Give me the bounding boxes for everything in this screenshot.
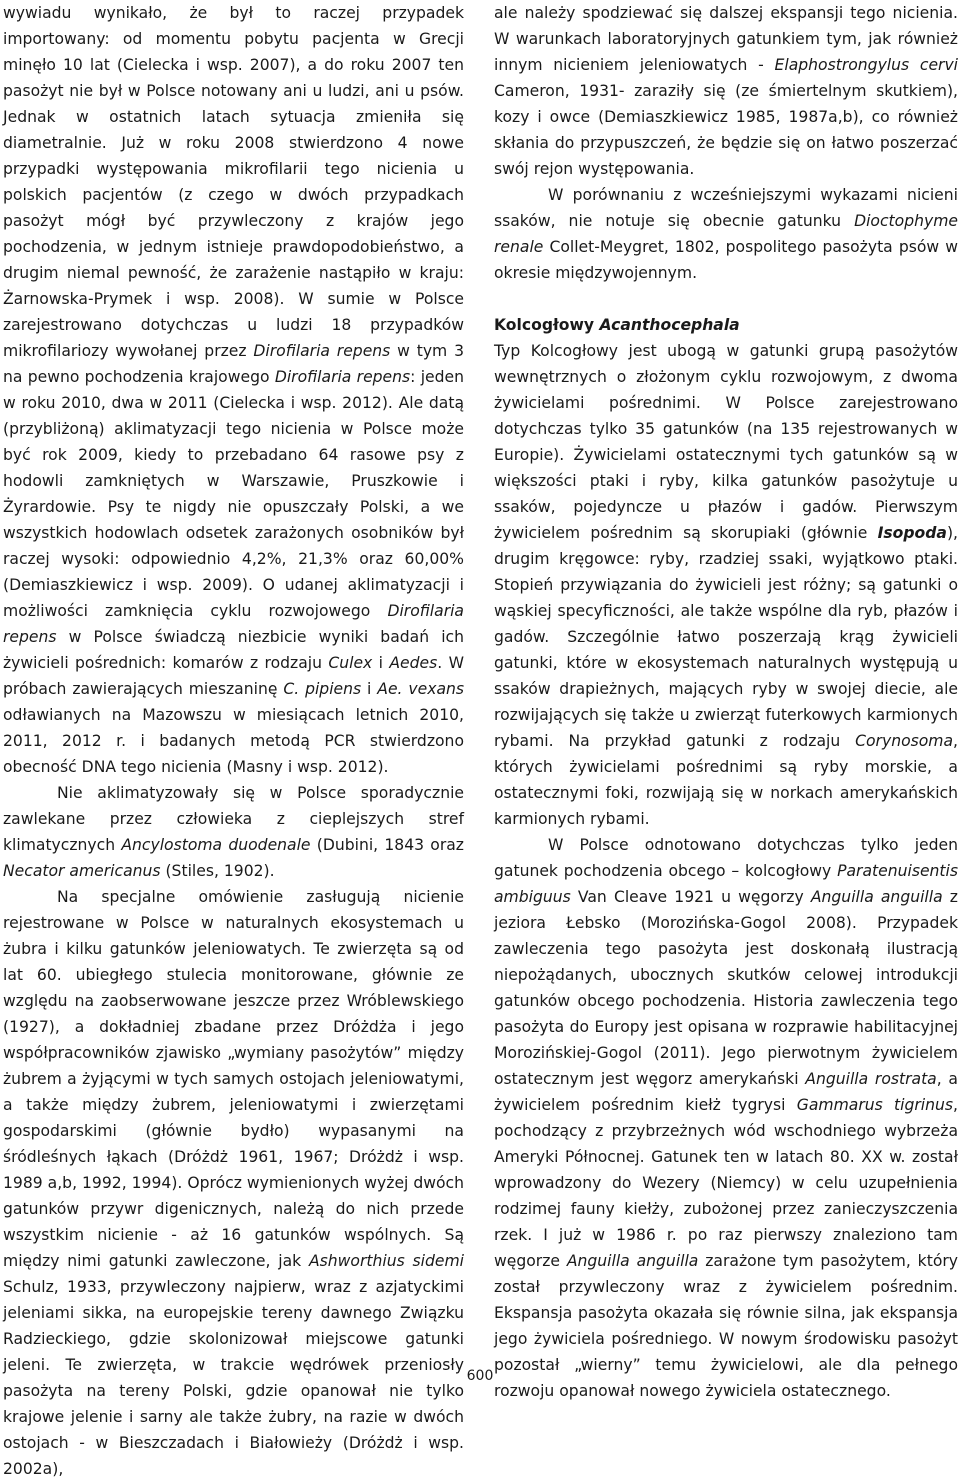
paragraph: Na specjalne omówienie zasługują nicienie rejestrowane w Polsce w naturalnych ekosystemach u żubra i kilku gatunków jeleniowatych. Te zwierzęta są od lat 60. ubiegłego stulecia monitorowane, głównie ze względu na zaobserwowane jeszcze przez Wróblewskiego (1927), a dokładniej zbadane przez Dróżdża i jego współpracowników zjawisko „wymiany pasożytów” między żubrem a żyjącymi w tych samych ostojach jeleniowatymi, a także między żubrem, jeleniowatymi i zwierzętami gospodarskimi (głównie bydło) wypasanymi na śródleśnych łąkach (Dróżdż 1961, 1967; Dróżdż i wsp. 1989 a,b, 1992, 1994). Oprócz wymienionych wyżej dwóch gatunków przywr digenicznych, należą do nich przede wszystkim nicienie - aż 16 gatunków wspólnych. Są między nimi gatunki zawleczone, jak Ashworthius sidemi Schulz, 1933, przywleczony najpierw, wraz z azjatyckimi jeleniami sikka, na europejskie tereny dawnego Związku Radzieckiego, gdzie skolonizował miejscowe gatunki jeleni. Te zwierzęta, w trakcie wędrówek przeniosły pasożyta na tereny Polski, gdzie opanował nie tylko krajowe jelenie i sarny ale także żubry, na razie w dwóch ostojach - w Bieszczadach i Białowieży (Dróżdż i wsp. 2002a),	[3, 888, 464, 1478]
taxon-name: Dirofilaria repens	[274, 368, 411, 386]
taxon-name: Anguilla rostrata	[805, 1070, 937, 1088]
taxon-name: Necator americanus	[3, 862, 161, 880]
taxon-name: Dioctophyme renale	[494, 212, 958, 256]
taxon-name: Paratenuisentis ambiguus	[494, 862, 958, 906]
paragraph: ale należy spodziewać się dalszej ekspansji tego nicienia. W warunkach laboratoryjnych gatunkiem tym, jak również innym nicieniem jeleniowatych - Elaphostrongylus cervi Cameron, 1931- zaraziły się (ze śmiertelnym skutkiem), kozy i owce (Demiaszkiewicz 1985, 1987a,b), co również skłania do przypuszczeń, że będzie się on łatwo poszerzać swój rejon występowania.	[494, 4, 959, 178]
section-heading-latin: Acanthocephala	[599, 316, 740, 334]
taxon-name: Isopoda	[877, 524, 947, 542]
page-number: 600	[466, 1368, 494, 1384]
left-column	[3, 0, 464, 1482]
taxon-name: Dirofilaria repens	[3, 602, 464, 646]
taxon-name: Dirofilaria repens	[253, 342, 391, 360]
taxon-name: C. pipiens	[283, 680, 362, 698]
paragraph: W Polsce odnotowano dotychczas tylko jeden gatunek pochodzenia obcego – kolcogłowy Paratenuisentis ambiguus Van Cleave 1921 u węgorzy Anguilla anguilla z jeziora Łebsko (Morozińska-Gogol 2008). Przypadek zawleczenia tego pasożyta jest doskonałą ilustracją niepożądanych, ubocznych skutków celowej introdukcji gatunków obcego pochodzenia. Historia zawleczenia tego pasożyta do Europy jest opisana w rozprawie habilitacyjnej Morozińskiej-Gogol (2011). Jego pierwotnym żywicielem ostatecznym jest węgorz amerykański Anguilla rostrata, a żywicielem pośrednim kiełż tygrysi Gammarus tigrinus, pochodzący z przybrzeżnych wód wschodniego wybrzeża Ameryki Północnej. Gatunek ten w latach 80. XX w. został wprowadzony do Wezery (Niemcy) w celu uzupełnienia rodzimej fauny kiełży, zubożonej przez zanieczyszczenia rzek. I już w 1986 r. po raz pierwszy znaleziono tam węgorze Anguilla anguilla zarażone tym pasożytem, który został przywleczony wraz z żywicielem pośrednim. Ekspansja pasożyta okazała się równie silna, jak ekspansja jego żywiciela pośredniego. W nowym środowisku pasożyt pozostał „wierny” temu żywicielowi, ale dla pełnego rozwoju opanował nowego żywiciela ostatecznego.	[494, 836, 958, 1400]
taxon-name: Gammarus tigrinus	[796, 1096, 954, 1114]
paragraph: wywiadu wynikało, że był to raczej przypadek importowany: od momentu pobytu pacjenta w Grecji minęło 10 lat (Cielecka i wsp. 2007), a do roku 2007 ten pasożyt nie był w Polsce notowany ani u ludzi, ani u psów. Jednak w ostatnich latach sytuacja zmieniła się diametralnie. Już w roku 2008 stwierdzono 4 nowe przypadki występowania mikrofilarii tego nicienia u polskich pacjentów (z czego w dwóch przypadkach pasożyt mógł być przywleczony z krajów jego pochodzenia, w jednym istnieje prawdopodobieństwo, a drugim niemal pewność, że zarażenie nastąpiło w kraju: Żarnowska-Prymek i wsp. 2008). W sumie w Polsce zarejestrowano dotychczas u ludzi 18 przypadków mikrofilariozy wywołanej przez Dirofilaria repens w tym 3 na pewno pochodzenia krajowego Dirofilaria repens: jeden w roku 2010, dwa w 2011 (Cielecka i wsp. 2012). Ale datą (przybliżoną) aklimatyzacji tego nicienia w Polsce może być rok 2009, kiedy to przebadano 64 rasowe psy z hodowli zamkniętych w Warszawie, Pruszkowie i Żyrardowie. Psy te nigdy nie opuszczały Polski, a we wszystkich hodowlach odsetek zarażonych osobników był raczej wysoki: odpowiednio 4,2%, 21,3% oraz 60,00% (Demiaszkiewicz i wsp. 2009). O udanej aklimatyzacji i możliwości zamknięcia cyklu rozwojowego Dirofilaria repens w Polsce świadczą niezbicie wyniki badań ich żywicieli pośrednich: komarów z rodzaju Culex i Aedes. W próbach zawierających mieszaninę C. pipiens i Ae. vexans odławianych na Mazowszu w miesiącach letnich 2010, 2011, 2012 r. i badanych metodą PCR stwierdzono obecność DNA tego nicienia (Masny i wsp. 2012).	[3, 4, 465, 776]
taxon-name: Culex	[328, 654, 373, 672]
paragraph: Nie aklimatyzowały się w Polsce sporadycznie zawlekane przez człowieka z cieplejszych stref klimatycznych Ancylostoma duodenale (Dubini, 1843 oraz Necator americanus (Stiles, 1902).	[3, 784, 464, 880]
taxon-name: Anguilla anguilla	[810, 888, 943, 906]
taxon-name: Aedes	[389, 654, 438, 672]
section-heading-text: Kolcogłowy	[494, 316, 595, 334]
taxon-name: Elaphostrongylus cervi	[774, 56, 959, 74]
taxon-name: Ae. vexans	[377, 680, 465, 698]
paragraph: W porównaniu z wcześniejszymi wykazami nicieni ssaków, nie notuje się obecnie gatunku Dioctophyme renale Collet-Meygret, 1802, pospolitego pasożyta psów w okresie międzywojennym.	[494, 186, 958, 282]
section-heading	[494, 312, 958, 338]
taxon-name: Corynosoma	[855, 732, 954, 750]
taxon-name: Ashworthius sidemi	[308, 1252, 464, 1270]
taxon-name: Ancylostoma duodenale	[121, 836, 311, 854]
taxon-name: Anguilla anguilla	[566, 1252, 699, 1270]
right-column	[494, 0, 958, 1404]
paragraph: Typ Kolcogłowy jest ubogą w gatunki grupą pasożytów wewnętrznych o złożonym cyklu rozwojowym, z dwoma żywicielami pośrednimi. W Polsce zarejestrowano dotychczas tylko 35 gatunków (na 135 rejestrowanych w Europie). Żywicielami ostatecznymi tych gatunków są w większości ptaki i ryby, kilka gatunków pasożytuje u ssaków, pojedyncze u płazów i gadów. Pierwszym żywicielem pośrednim są skorupiaki (głównie Isopoda), drugim kręgowce: ryby, rzadziej ssaki, wyjątkowo ptaki. Stopień przywiązania do żywicieli jest różny; są gatunki o wąskiej specyficzności, ale także wspólne dla ryb, płazów i gadów. Szczególnie łatwo poszerzają krąg żywicieli gatunki, które w ekosystemach naturalnych występują u ssaków drapieżnych, mających ryby w swojej diecie, ale rozwijających się także u zwierząt futerkowych karmionych rybami. Na przykład gatunki z rodzaju Corynosoma, których żywicielami pośrednimi są ryby morskie, a ostatecznymi foki, rozwijają się w norkach amerykańskich karmionych rybami.	[494, 342, 958, 828]
